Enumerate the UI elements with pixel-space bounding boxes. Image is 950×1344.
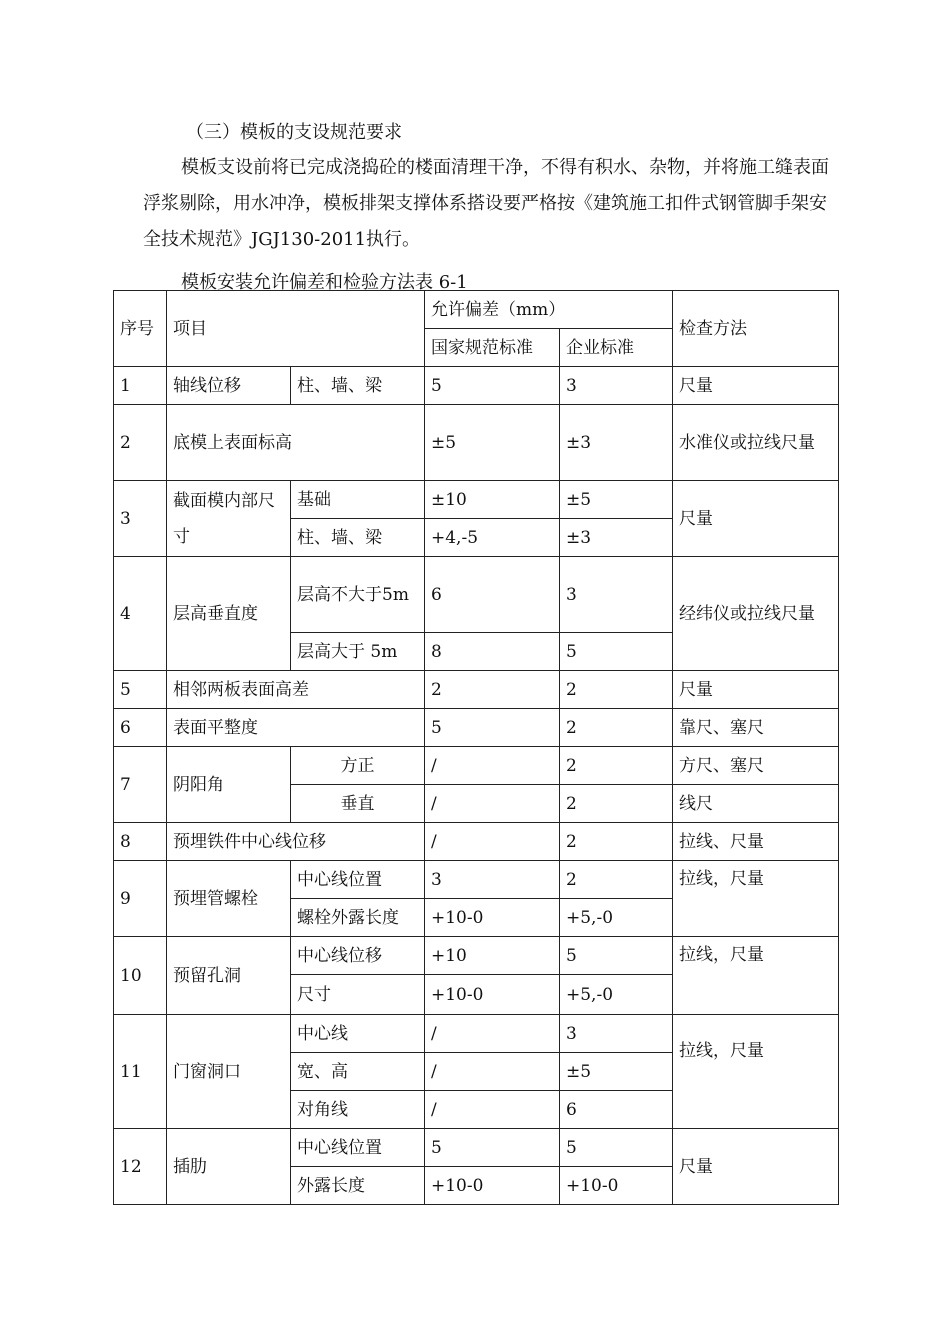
header-enterprise: 企业标准: [560, 329, 673, 367]
table-row: [114, 747, 839, 785]
row-national: +4,-5: [425, 519, 560, 557]
row-item: 门窗洞口: [167, 1015, 291, 1129]
row-enterprise: 2: [560, 747, 673, 785]
row-no: 9: [114, 861, 167, 937]
table-row: [114, 557, 839, 633]
row-method: 线尺: [673, 785, 839, 823]
row-national: +10-0: [425, 1167, 560, 1205]
row-method: 拉线，尺量: [673, 1015, 839, 1129]
row-national: /: [425, 785, 560, 823]
header-no: 序号: [114, 291, 167, 367]
table-row: [114, 709, 839, 747]
row-subitem: 螺栓外露长度: [291, 899, 425, 937]
row-method: 经纬仪或拉线尺量: [673, 557, 839, 671]
row-subitem: 层高不大于5m: [291, 557, 425, 633]
row-no: 1: [114, 367, 167, 405]
table-row: [114, 937, 839, 975]
row-no: 12: [114, 1129, 167, 1205]
row-method: 尺量: [673, 367, 839, 405]
row-subitem: 基础: [291, 481, 425, 519]
row-no: 10: [114, 937, 167, 1015]
row-enterprise: 6: [560, 1091, 673, 1129]
tolerance-table: [113, 290, 839, 1205]
table-row: [114, 405, 839, 481]
header-method: 检查方法: [673, 291, 839, 367]
row-item: 插肋: [167, 1129, 291, 1205]
row-method: 尺量: [673, 481, 839, 557]
row-enterprise: 5: [560, 1129, 673, 1167]
row-subitem: 外露长度: [291, 1167, 425, 1205]
row-no: 3: [114, 481, 167, 557]
row-no: 7: [114, 747, 167, 823]
row-enterprise: 3: [560, 1015, 673, 1053]
row-enterprise: 2: [560, 709, 673, 747]
row-subitem: 宽、高: [291, 1053, 425, 1091]
header-item: 项目: [167, 291, 425, 367]
row-enterprise: +5,-0: [560, 975, 673, 1015]
row-enterprise: ±5: [560, 481, 673, 519]
row-no: 2: [114, 405, 167, 481]
row-subitem: 尺寸: [291, 975, 425, 1015]
row-national: /: [425, 1053, 560, 1091]
row-enterprise: 2: [560, 823, 673, 861]
table-row: [114, 481, 839, 519]
row-item: 轴线位移: [167, 367, 291, 405]
row-national: +10: [425, 937, 560, 975]
row-method: 水准仪或拉线尺量: [673, 405, 839, 481]
row-enterprise: 2: [560, 861, 673, 899]
row-enterprise: 2: [560, 671, 673, 709]
row-national: +10-0: [425, 899, 560, 937]
row-enterprise: ±5: [560, 1053, 673, 1091]
row-item: 截面模内部尺寸: [167, 481, 291, 557]
row-method: 尺量: [673, 1129, 839, 1205]
row-national: ±10: [425, 481, 560, 519]
row-enterprise: 3: [560, 367, 673, 405]
row-method: 方尺、塞尺: [673, 747, 839, 785]
row-subitem: 对角线: [291, 1091, 425, 1129]
row-national: 3: [425, 861, 560, 899]
table-row: [114, 1015, 839, 1053]
row-method: 拉线，尺量: [673, 937, 839, 1015]
row-national: +10-0: [425, 975, 560, 1015]
row-method: 拉线、尺量: [673, 823, 839, 861]
row-national: 2: [425, 671, 560, 709]
row-national: 6: [425, 557, 560, 633]
row-method: 尺量: [673, 671, 839, 709]
section-heading: （三）模板的支设规范要求: [186, 122, 402, 143]
row-item: 层高垂直度: [167, 557, 291, 671]
row-method: 拉线，尺量: [673, 861, 839, 937]
row-national: /: [425, 823, 560, 861]
row-national: 5: [425, 1129, 560, 1167]
header-national: 国家规范标准: [425, 329, 560, 367]
row-method: 靠尺、塞尺: [673, 709, 839, 747]
row-national: 5: [425, 367, 560, 405]
row-no: 11: [114, 1015, 167, 1129]
header-deviation: 允许偏差（mm）: [425, 291, 673, 329]
row-subitem: 中心线位移: [291, 937, 425, 975]
row-item: 底模上表面标高: [167, 405, 425, 481]
row-enterprise: ±3: [560, 519, 673, 557]
row-subitem: 层高大于 5m: [291, 633, 425, 671]
row-item: 预埋管螺栓: [167, 861, 291, 937]
row-national: 8: [425, 633, 560, 671]
row-national: 5: [425, 709, 560, 747]
row-no: 8: [114, 823, 167, 861]
row-item: 阴阳角: [167, 747, 291, 823]
row-subitem: 方正: [291, 747, 425, 785]
row-national: /: [425, 1015, 560, 1053]
row-subitem: 中心线: [291, 1015, 425, 1053]
table-row: [114, 671, 839, 709]
row-subitem: 柱、墙、梁: [291, 519, 425, 557]
row-subitem: 垂直: [291, 785, 425, 823]
row-item: 表面平整度: [167, 709, 425, 747]
row-national: ±5: [425, 405, 560, 481]
row-no: 6: [114, 709, 167, 747]
body-paragraph: 模板支设前将已完成浇捣砼的楼面清理干净，不得有积水、杂物，并将施工缝表面浮浆剔除，用水冲净，模板排架支撑体系搭设要严格按《建筑施工扣件式钢管脚手架安全技术规范》JGJ130-2011执行。: [143, 157, 829, 250]
row-subitem: 中心线位置: [291, 1129, 425, 1167]
table-row: [114, 861, 839, 899]
row-enterprise: 2: [560, 785, 673, 823]
row-item: 相邻两板表面高差: [167, 671, 425, 709]
table-caption: 模板安装允许偏差和检验方法表 6-1: [181, 272, 468, 293]
row-subitem: 中心线位置: [291, 861, 425, 899]
row-no: 5: [114, 671, 167, 709]
row-item: 预埋铁件中心线位移: [167, 823, 425, 861]
row-national: /: [425, 747, 560, 785]
row-enterprise: 3: [560, 557, 673, 633]
row-national: /: [425, 1091, 560, 1129]
table-row: [114, 1129, 839, 1167]
table-row: [114, 823, 839, 861]
row-item: 预留孔洞: [167, 937, 291, 1015]
row-enterprise: 5: [560, 633, 673, 671]
row-no: 4: [114, 557, 167, 671]
row-enterprise: 5: [560, 937, 673, 975]
row-enterprise: +10-0: [560, 1167, 673, 1205]
row-enterprise: +5,-0: [560, 899, 673, 937]
row-enterprise: ±3: [560, 405, 673, 481]
table-row: [114, 367, 839, 405]
row-subitem: 柱、墙、梁: [291, 367, 425, 405]
